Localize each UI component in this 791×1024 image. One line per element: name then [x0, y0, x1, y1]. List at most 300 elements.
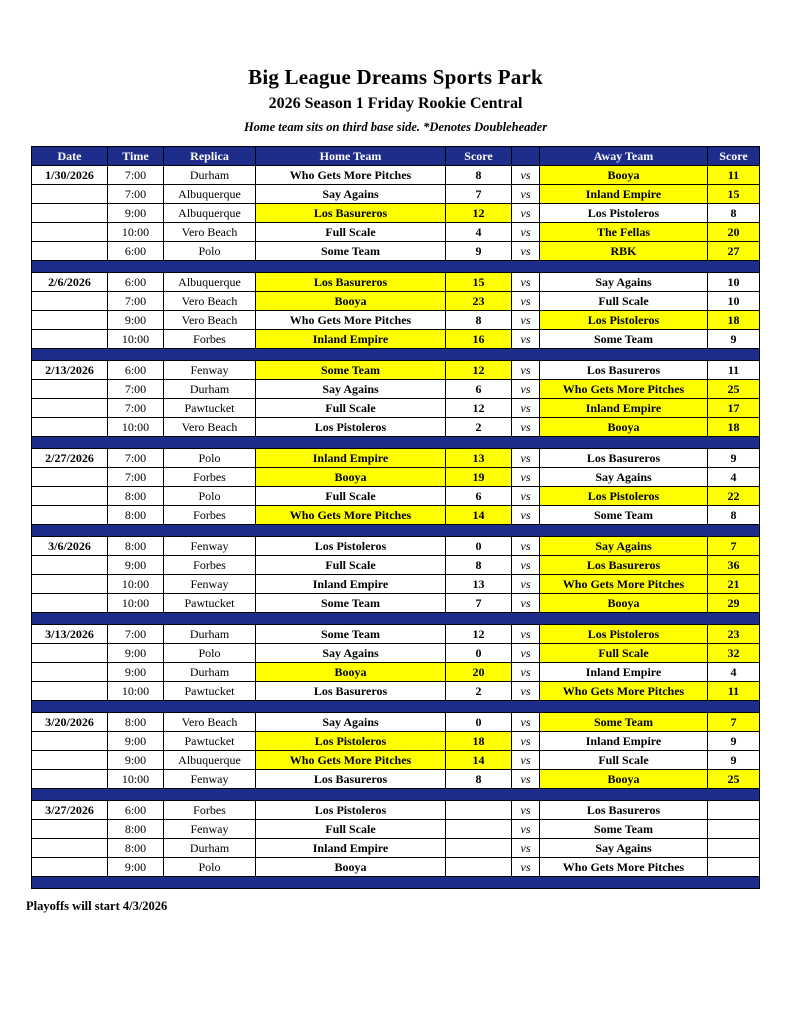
cell-away-team: Booya	[540, 418, 708, 437]
cell-replica: Albuquerque	[164, 273, 256, 292]
cell-vs: vs	[512, 185, 540, 204]
cell-vs: vs	[512, 644, 540, 663]
cell-replica: Vero Beach	[164, 311, 256, 330]
cell-away-score: 9	[708, 330, 760, 349]
cell-home-team: Los Basureros	[256, 682, 446, 701]
cell-away-team: Inland Empire	[540, 399, 708, 418]
cell-date	[32, 575, 108, 594]
cell-away-team: Booya	[540, 770, 708, 789]
cell-replica: Vero Beach	[164, 292, 256, 311]
cell-time: 8:00	[108, 487, 164, 506]
cell-replica: Forbes	[164, 506, 256, 525]
table-row	[32, 820, 760, 839]
cell-home-team: Who Gets More Pitches	[256, 166, 446, 185]
table-row	[32, 801, 760, 820]
cell-date: 2/27/2026	[32, 449, 108, 468]
cell-date	[32, 556, 108, 575]
cell-away-team: Say Agains	[540, 468, 708, 487]
cell-time: 10:00	[108, 223, 164, 242]
cell-date: 3/20/2026	[32, 713, 108, 732]
table-row	[32, 713, 760, 732]
cell-home-team: Full Scale	[256, 399, 446, 418]
section-divider	[32, 613, 760, 625]
cell-away-score: 9	[708, 751, 760, 770]
cell-vs: vs	[512, 204, 540, 223]
column-header-time: Time	[108, 147, 164, 166]
cell-vs: vs	[512, 682, 540, 701]
cell-time: 6:00	[108, 242, 164, 261]
cell-date	[32, 223, 108, 242]
cell-away-team: Some Team	[540, 330, 708, 349]
cell-home-score: 8	[446, 166, 512, 185]
table-row	[32, 273, 760, 292]
cell-replica: Fenway	[164, 537, 256, 556]
cell-away-score: 25	[708, 380, 760, 399]
cell-away-team: Who Gets More Pitches	[540, 682, 708, 701]
page-subtitle: 2026 Season 1 Friday Rookie Central	[268, 95, 523, 113]
cell-replica: Fenway	[164, 361, 256, 380]
cell-home-score: 2	[446, 682, 512, 701]
cell-vs: vs	[512, 166, 540, 185]
cell-vs: vs	[512, 242, 540, 261]
table-row	[32, 487, 760, 506]
table-row	[32, 663, 760, 682]
column-header-home-team: Home Team	[256, 147, 446, 166]
section-divider	[32, 349, 760, 361]
cell-date	[32, 751, 108, 770]
cell-time: 8:00	[108, 713, 164, 732]
cell-time: 7:00	[108, 449, 164, 468]
cell-away-team: Say Agains	[540, 537, 708, 556]
cell-replica: Pawtucket	[164, 732, 256, 751]
cell-date	[32, 770, 108, 789]
cell-home-team: Full Scale	[256, 487, 446, 506]
cell-home-score: 12	[446, 399, 512, 418]
section-divider	[32, 525, 760, 537]
column-header-home-score: Score	[446, 147, 512, 166]
cell-vs: vs	[512, 770, 540, 789]
section-divider-cell	[32, 789, 760, 801]
section-divider	[32, 701, 760, 713]
cell-away-team: Who Gets More Pitches	[540, 858, 708, 877]
table-row	[32, 399, 760, 418]
cell-away-team: Full Scale	[540, 644, 708, 663]
cell-home-score	[446, 801, 512, 820]
cell-home-team: Full Scale	[256, 556, 446, 575]
table-row	[32, 361, 760, 380]
cell-vs: vs	[512, 839, 540, 858]
cell-home-score: 18	[446, 732, 512, 751]
cell-vs: vs	[512, 399, 540, 418]
table-row	[32, 468, 760, 487]
table-row	[32, 166, 760, 185]
cell-replica: Fenway	[164, 575, 256, 594]
cell-home-score: 16	[446, 330, 512, 349]
cell-away-team: Los Pistoleros	[540, 311, 708, 330]
cell-away-team: Some Team	[540, 713, 708, 732]
cell-vs: vs	[512, 625, 540, 644]
table-row	[32, 185, 760, 204]
cell-away-team: Full Scale	[540, 751, 708, 770]
cell-home-team: Who Gets More Pitches	[256, 506, 446, 525]
cell-date: 1/30/2026	[32, 166, 108, 185]
cell-replica: Pawtucket	[164, 594, 256, 613]
table-row	[32, 839, 760, 858]
cell-away-team: Booya	[540, 594, 708, 613]
cell-date	[32, 311, 108, 330]
cell-time: 9:00	[108, 663, 164, 682]
cell-home-score	[446, 820, 512, 839]
section-divider-cell	[32, 261, 760, 273]
cell-vs: vs	[512, 292, 540, 311]
cell-time: 8:00	[108, 506, 164, 525]
cell-vs: vs	[512, 418, 540, 437]
cell-away-score: 23	[708, 625, 760, 644]
cell-away-team: Who Gets More Pitches	[540, 575, 708, 594]
cell-home-team: Los Basureros	[256, 273, 446, 292]
column-header-vs	[512, 147, 540, 166]
cell-away-team: Los Basureros	[540, 556, 708, 575]
cell-home-team: Los Basureros	[256, 770, 446, 789]
cell-replica: Albuquerque	[164, 185, 256, 204]
cell-replica: Vero Beach	[164, 223, 256, 242]
cell-away-score: 21	[708, 575, 760, 594]
table-row	[32, 594, 760, 613]
cell-date	[32, 594, 108, 613]
cell-date	[32, 380, 108, 399]
section-divider	[32, 437, 760, 449]
cell-home-score: 8	[446, 311, 512, 330]
cell-away-team: Los Basureros	[540, 801, 708, 820]
cell-time: 7:00	[108, 625, 164, 644]
cell-replica: Vero Beach	[164, 713, 256, 732]
schedule-table	[31, 146, 760, 889]
cell-date	[32, 839, 108, 858]
cell-away-team: Los Basureros	[540, 449, 708, 468]
cell-home-team: Booya	[256, 663, 446, 682]
table-header-row	[32, 147, 760, 166]
cell-away-team: Inland Empire	[540, 663, 708, 682]
cell-replica: Forbes	[164, 468, 256, 487]
cell-home-score: 8	[446, 770, 512, 789]
table-row	[32, 311, 760, 330]
cell-replica: Polo	[164, 858, 256, 877]
cell-vs: vs	[512, 732, 540, 751]
cell-away-team: Some Team	[540, 506, 708, 525]
cell-home-score: 7	[446, 185, 512, 204]
cell-vs: vs	[512, 330, 540, 349]
column-header-away-score: Score	[708, 147, 760, 166]
cell-home-team: Say Agains	[256, 380, 446, 399]
cell-home-score: 0	[446, 644, 512, 663]
cell-home-team: Los Pistoleros	[256, 801, 446, 820]
cell-away-team: Who Gets More Pitches	[540, 380, 708, 399]
cell-home-team: Some Team	[256, 361, 446, 380]
cell-time: 9:00	[108, 311, 164, 330]
cell-home-score: 6	[446, 487, 512, 506]
cell-away-score: 10	[708, 292, 760, 311]
cell-home-score: 6	[446, 380, 512, 399]
cell-date	[32, 663, 108, 682]
cell-away-score: 7	[708, 713, 760, 732]
cell-vs: vs	[512, 820, 540, 839]
cell-time: 10:00	[108, 770, 164, 789]
column-header-date: Date	[32, 147, 108, 166]
cell-time: 9:00	[108, 732, 164, 751]
cell-date: 2/6/2026	[32, 273, 108, 292]
table-row	[32, 506, 760, 525]
cell-date: 3/13/2026	[32, 625, 108, 644]
section-divider	[32, 877, 760, 889]
table-row	[32, 644, 760, 663]
cell-time: 7:00	[108, 185, 164, 204]
cell-date	[32, 858, 108, 877]
cell-home-score: 15	[446, 273, 512, 292]
cell-away-team: RBK	[540, 242, 708, 261]
cell-home-team: Inland Empire	[256, 449, 446, 468]
table-body	[32, 166, 760, 889]
table-row	[32, 556, 760, 575]
cell-home-team: Inland Empire	[256, 330, 446, 349]
cell-home-team: Booya	[256, 292, 446, 311]
cell-home-team: Los Pistoleros	[256, 537, 446, 556]
cell-home-team: Inland Empire	[256, 575, 446, 594]
cell-home-score: 0	[446, 537, 512, 556]
cell-away-score: 32	[708, 644, 760, 663]
cell-away-score: 10	[708, 273, 760, 292]
cell-date	[32, 732, 108, 751]
page-note: Home team sits on third base side. *Denotes Doubleheader	[243, 119, 548, 134]
table-row	[32, 223, 760, 242]
cell-vs: vs	[512, 223, 540, 242]
cell-time: 8:00	[108, 537, 164, 556]
cell-vs: vs	[512, 487, 540, 506]
cell-away-team: Say Agains	[540, 273, 708, 292]
cell-away-score: 17	[708, 399, 760, 418]
cell-time: 9:00	[108, 556, 164, 575]
cell-date	[32, 185, 108, 204]
cell-home-team: Los Pistoleros	[256, 418, 446, 437]
cell-replica: Polo	[164, 487, 256, 506]
cell-replica: Vero Beach	[164, 418, 256, 437]
cell-replica: Durham	[164, 380, 256, 399]
cell-away-team: Los Pistoleros	[540, 625, 708, 644]
cell-vs: vs	[512, 449, 540, 468]
cell-date	[32, 330, 108, 349]
cell-home-team: Los Pistoleros	[256, 732, 446, 751]
cell-home-score: 7	[446, 594, 512, 613]
cell-time: 10:00	[108, 330, 164, 349]
cell-away-score: 27	[708, 242, 760, 261]
section-divider-cell	[32, 525, 760, 537]
table-row	[32, 575, 760, 594]
cell-away-score: 20	[708, 223, 760, 242]
cell-time: 10:00	[108, 418, 164, 437]
cell-away-score: 18	[708, 311, 760, 330]
cell-home-team: Some Team	[256, 625, 446, 644]
table-row	[32, 380, 760, 399]
cell-away-team: Los Pistoleros	[540, 204, 708, 223]
cell-vs: vs	[512, 575, 540, 594]
column-header-replica: Replica	[164, 147, 256, 166]
cell-replica: Albuquerque	[164, 204, 256, 223]
cell-time: 7:00	[108, 292, 164, 311]
cell-date	[32, 242, 108, 261]
cell-home-score: 8	[446, 556, 512, 575]
cell-time: 7:00	[108, 380, 164, 399]
cell-away-score: 9	[708, 449, 760, 468]
cell-time: 6:00	[108, 273, 164, 292]
cell-time: 8:00	[108, 839, 164, 858]
cell-vs: vs	[512, 801, 540, 820]
column-header-away-team: Away Team	[540, 147, 708, 166]
cell-home-team: Los Basureros	[256, 204, 446, 223]
playoffs-note: Playoffs will start 4/3/2026	[26, 899, 168, 914]
table-row	[32, 330, 760, 349]
cell-away-score: 15	[708, 185, 760, 204]
cell-home-team: Full Scale	[256, 820, 446, 839]
cell-vs: vs	[512, 311, 540, 330]
cell-away-score	[708, 858, 760, 877]
cell-home-score: 23	[446, 292, 512, 311]
cell-vs: vs	[512, 380, 540, 399]
cell-time: 9:00	[108, 751, 164, 770]
table-row	[32, 625, 760, 644]
cell-home-team: Booya	[256, 468, 446, 487]
cell-vs: vs	[512, 468, 540, 487]
cell-date	[32, 418, 108, 437]
cell-home-team: Who Gets More Pitches	[256, 311, 446, 330]
cell-home-score: 2	[446, 418, 512, 437]
cell-time: 10:00	[108, 682, 164, 701]
cell-home-score: 12	[446, 204, 512, 223]
cell-vs: vs	[512, 361, 540, 380]
cell-date	[32, 292, 108, 311]
table-row	[32, 751, 760, 770]
cell-home-score: 13	[446, 575, 512, 594]
cell-time: 8:00	[108, 820, 164, 839]
table-row	[32, 292, 760, 311]
table-row	[32, 449, 760, 468]
cell-home-score: 4	[446, 223, 512, 242]
cell-away-team: Inland Empire	[540, 185, 708, 204]
table-row	[32, 418, 760, 437]
cell-time: 9:00	[108, 204, 164, 223]
cell-time: 10:00	[108, 594, 164, 613]
cell-away-team: Full Scale	[540, 292, 708, 311]
cell-replica: Albuquerque	[164, 751, 256, 770]
cell-replica: Durham	[164, 663, 256, 682]
section-divider-cell	[32, 437, 760, 449]
cell-away-score: 18	[708, 418, 760, 437]
cell-home-team: Inland Empire	[256, 839, 446, 858]
cell-date	[32, 820, 108, 839]
section-divider-cell	[32, 877, 760, 889]
cell-time: 7:00	[108, 399, 164, 418]
cell-home-score: 12	[446, 625, 512, 644]
cell-time: 9:00	[108, 644, 164, 663]
cell-home-score: 13	[446, 449, 512, 468]
cell-away-team: Los Pistoleros	[540, 487, 708, 506]
cell-home-score	[446, 839, 512, 858]
table-row	[32, 242, 760, 261]
cell-replica: Polo	[164, 644, 256, 663]
cell-date	[32, 682, 108, 701]
section-divider-cell	[32, 349, 760, 361]
cell-away-team: Los Basureros	[540, 361, 708, 380]
section-divider-cell	[32, 613, 760, 625]
cell-date	[32, 644, 108, 663]
cell-time: 10:00	[108, 575, 164, 594]
cell-time: 6:00	[108, 801, 164, 820]
cell-replica: Pawtucket	[164, 399, 256, 418]
cell-vs: vs	[512, 713, 540, 732]
cell-replica: Forbes	[164, 556, 256, 575]
cell-vs: vs	[512, 594, 540, 613]
section-divider-cell	[32, 701, 760, 713]
cell-away-score: 7	[708, 537, 760, 556]
cell-home-team: Some Team	[256, 594, 446, 613]
cell-home-score: 14	[446, 751, 512, 770]
cell-home-team: Who Gets More Pitches	[256, 751, 446, 770]
cell-replica: Fenway	[164, 770, 256, 789]
cell-date: 2/13/2026	[32, 361, 108, 380]
section-divider	[32, 789, 760, 801]
cell-away-score	[708, 839, 760, 858]
cell-time: 7:00	[108, 166, 164, 185]
cell-away-team: Say Agains	[540, 839, 708, 858]
cell-home-score: 12	[446, 361, 512, 380]
cell-away-score: 11	[708, 166, 760, 185]
cell-home-score: 0	[446, 713, 512, 732]
page-title: Big League Dreams Sports Park	[248, 65, 543, 89]
cell-replica: Durham	[164, 625, 256, 644]
cell-home-score: 20	[446, 663, 512, 682]
table-row	[32, 682, 760, 701]
cell-home-score: 19	[446, 468, 512, 487]
cell-date	[32, 204, 108, 223]
cell-date	[32, 506, 108, 525]
cell-home-team: Say Agains	[256, 644, 446, 663]
section-divider	[32, 261, 760, 273]
cell-date	[32, 487, 108, 506]
table-row	[32, 537, 760, 556]
cell-home-team: Full Scale	[256, 223, 446, 242]
cell-home-score: 9	[446, 242, 512, 261]
cell-away-score: 4	[708, 468, 760, 487]
cell-home-score: 14	[446, 506, 512, 525]
cell-away-team: Inland Empire	[540, 732, 708, 751]
cell-time: 6:00	[108, 361, 164, 380]
cell-away-score: 11	[708, 361, 760, 380]
cell-vs: vs	[512, 506, 540, 525]
cell-vs: vs	[512, 858, 540, 877]
cell-date	[32, 468, 108, 487]
cell-away-score: 8	[708, 506, 760, 525]
cell-replica: Durham	[164, 166, 256, 185]
cell-vs: vs	[512, 751, 540, 770]
cell-vs: vs	[512, 556, 540, 575]
cell-date: 3/6/2026	[32, 537, 108, 556]
cell-away-score: 9	[708, 732, 760, 751]
cell-away-team: Booya	[540, 166, 708, 185]
cell-home-team: Say Agains	[256, 185, 446, 204]
cell-replica: Fenway	[164, 820, 256, 839]
cell-replica: Forbes	[164, 330, 256, 349]
cell-home-team: Say Agains	[256, 713, 446, 732]
cell-away-score: 4	[708, 663, 760, 682]
cell-away-score: 36	[708, 556, 760, 575]
